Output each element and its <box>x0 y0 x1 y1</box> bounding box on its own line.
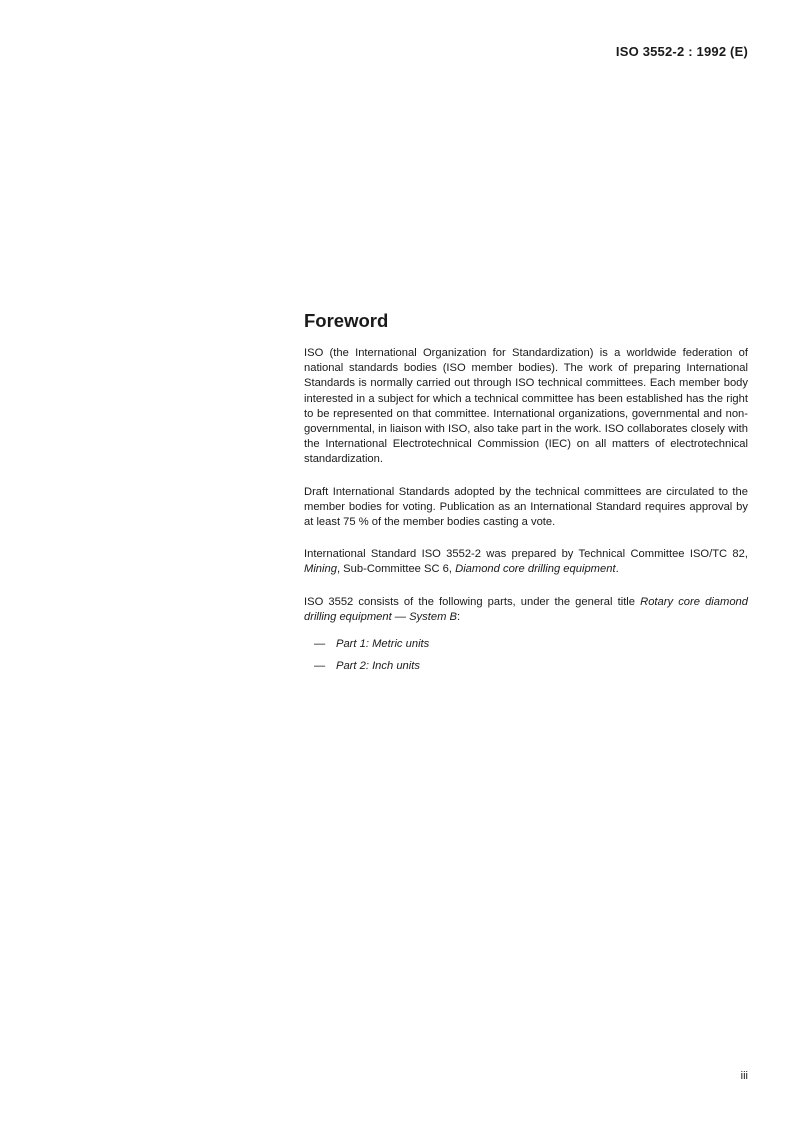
part-label: Part 1: Metric units <box>336 638 430 651</box>
foreword-paragraph-1: ISO (the International Organization for Standardization) is a worldwide federation of national standards bodies (ISO member bodies). The work of preparing International Standards is normally carried out through ISO technical committees. Each member body interested in a subject for which a technical committee has been established has the right to be represented on that committee. International organizations, governmental and non-governmental, in liaison with ISO, also take part in the work. ISO collaborates closely with the International Electrotechnical Commission (IEC) on all matters of electrotechnical standardization. <box>304 347 748 466</box>
list-item <box>314 637 748 652</box>
p3-text-c: . <box>615 563 619 576</box>
p4-text-a: ISO 3552 consists of the following parts, under the general title <box>304 595 641 608</box>
page-number: iii <box>740 1070 748 1082</box>
p4-text-b: : <box>456 610 461 623</box>
foreword-paragraph-2: Draft International Standards adopted by the technical committees are circulated to the member bodies for voting. Publication as an International Standard requires approval by at least 75 % of the member bodies casting a vote. <box>304 485 748 529</box>
list-dash: — <box>314 638 326 651</box>
p4-general-title: Rotary core diamond drilling equipment — System B <box>304 595 748 623</box>
foreword-paragraph-4 <box>304 595 748 625</box>
list-item <box>314 659 748 674</box>
p3-subcommittee-name: Diamond core drilling equipment <box>455 563 616 576</box>
part-label: Part 2: Inch units <box>336 660 420 673</box>
foreword-paragraph-3 <box>304 547 748 577</box>
p3-text-b: , Sub-Committee SC 6, <box>336 563 456 576</box>
foreword-title: Foreword <box>304 310 389 331</box>
list-dash: — <box>314 660 326 673</box>
p3-committee-name: Mining <box>304 563 337 576</box>
document-reference: ISO 3552-2 : 1992 (E) <box>615 44 748 59</box>
p3-text-a: International Standard ISO 3552-2 was prepared by Technical Committee ISO/TC 82, <box>304 548 748 561</box>
foreword-section <box>304 310 748 681</box>
